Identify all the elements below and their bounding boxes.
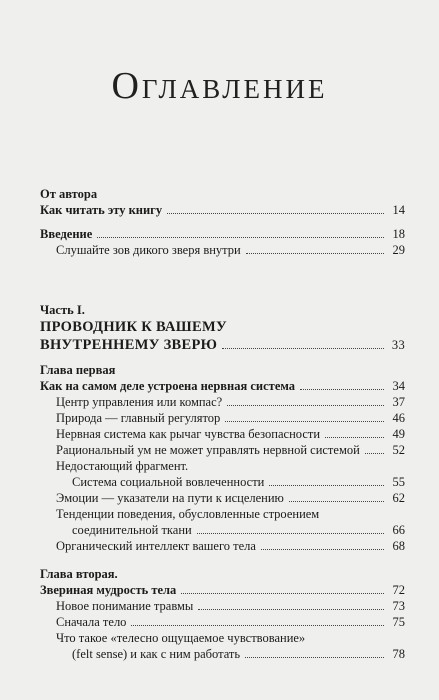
- toc-entry-label: Эмоции — указатели на пути к исцелению: [56, 491, 284, 505]
- toc-entry-page: 33: [391, 338, 405, 352]
- toc-entry-label: Рациональный ум не может управлять нервной системой: [56, 443, 360, 457]
- toc-entry-page: 14: [392, 203, 405, 217]
- toc-entry-label: Как на самом деле устроена нервная система: [40, 379, 296, 393]
- leader-dots: [97, 237, 384, 238]
- toc-entry: [40, 538, 405, 554]
- toc-entry: [40, 426, 405, 442]
- leader-dots: [261, 549, 384, 550]
- leader-dots: [289, 501, 384, 502]
- toc-entry-label: Система социальной вовлеченности: [72, 475, 265, 489]
- toc-entry-page: 66: [392, 523, 405, 537]
- toc-entry-label: Как читать эту книгу: [40, 203, 163, 217]
- toc-entry-label: Недостающий фрагмент.: [56, 459, 189, 473]
- leader-dots: [365, 453, 384, 454]
- toc-entry: [40, 506, 405, 522]
- toc-entry-page: 46: [392, 411, 405, 425]
- leader-dots: [246, 253, 384, 254]
- toc-entry-page: 18: [392, 227, 405, 241]
- toc-entry: [40, 242, 405, 258]
- toc-entry-page: 73: [392, 599, 405, 613]
- leader-dots: [227, 405, 384, 406]
- toc-entry: [40, 442, 405, 458]
- leader-dots: [300, 389, 384, 390]
- toc-entry: [40, 522, 405, 538]
- toc-entry-page: 29: [392, 243, 405, 257]
- toc-entry: [40, 394, 405, 410]
- toc-entry: [40, 582, 405, 598]
- toc-entry-label: Центр управления или компас?: [56, 395, 223, 409]
- toc-entry-label: Новое понимание травмы: [56, 599, 194, 613]
- chapter-label: Глава вторая.: [40, 567, 118, 581]
- toc-block-chapter-one: [40, 362, 405, 554]
- toc-entry-page: 72: [392, 583, 405, 597]
- leader-dots: [225, 421, 384, 422]
- toc-entry: [40, 630, 405, 646]
- part-label: Часть I.: [40, 303, 85, 317]
- toc-block-chapter-two: [40, 566, 405, 662]
- part-title-line: ВНУТРЕННЕМУ ЗВЕРЮ: [40, 337, 218, 353]
- toc-entry-label: Слушайте зов дикого зверя внутри: [56, 243, 241, 257]
- toc-entry-label: (felt sense) и как с ним работать: [72, 647, 241, 661]
- toc-entry: [40, 336, 405, 354]
- toc-block-part-one: [40, 302, 405, 354]
- toc-entry: [40, 614, 405, 630]
- toc-entry-label: Звериная мудрость тела: [40, 583, 177, 597]
- toc-entry-page: 37: [392, 395, 405, 409]
- toc-entry: [40, 566, 405, 582]
- toc-block-intro: [40, 186, 405, 218]
- toc-entry-page: 68: [392, 539, 405, 553]
- leader-dots: [181, 593, 384, 594]
- toc-entry-label: От автора: [40, 187, 98, 201]
- toc-entry-label: Введение: [40, 227, 93, 241]
- toc-entry-label: соединительной ткани: [72, 523, 192, 537]
- leader-dots: [167, 213, 384, 214]
- leader-dots: [269, 485, 384, 486]
- toc-entry-label: Сначала тело: [56, 615, 127, 629]
- toc-entry: [40, 362, 405, 378]
- toc-entry-page: 62: [392, 491, 405, 505]
- toc-entry: [40, 186, 405, 202]
- chapter-label: Глава первая: [40, 363, 116, 377]
- leader-dots: [325, 437, 384, 438]
- toc-entry-page: 75: [392, 615, 405, 629]
- toc-entry: [40, 410, 405, 426]
- toc-entry-page: 34: [392, 379, 405, 393]
- toc-entry: [40, 226, 405, 242]
- toc-entry: [40, 490, 405, 506]
- toc-entry: [40, 646, 405, 662]
- toc-entry-label: Нервная система как рычаг чувства безопасности: [56, 427, 321, 441]
- toc-entry: [40, 302, 405, 318]
- toc-entry-label: Тенденции поведения, обусловленные строением: [56, 507, 320, 521]
- toc-entry-page: 52: [392, 443, 405, 457]
- leader-dots: [197, 533, 384, 534]
- toc-entry-page: 55: [392, 475, 405, 489]
- toc-entry-label: Что такое «телесно ощущаемое чувствование»: [56, 631, 306, 645]
- toc-entry: [40, 378, 405, 394]
- page-title: Оглавление: [111, 65, 328, 107]
- leader-dots: [131, 625, 384, 626]
- leader-dots: [198, 609, 384, 610]
- toc-entry: [40, 318, 405, 336]
- toc-entry-label: Органический интеллект вашего тела: [56, 539, 256, 553]
- part-title-line: ПРОВОДНИК К ВАШЕМУ: [40, 319, 227, 335]
- toc-entry: [40, 458, 405, 474]
- leader-dots: [222, 348, 384, 349]
- toc-entry-page: 49: [392, 427, 405, 441]
- toc-entry-label: Природа — главный регулятор: [56, 411, 221, 425]
- toc-entry-page: 78: [392, 647, 405, 661]
- toc-block-introduction: [40, 226, 405, 258]
- toc-entry: [40, 474, 405, 490]
- leader-dots: [245, 657, 384, 658]
- toc-entry: [40, 598, 405, 614]
- toc-entry: [40, 202, 405, 218]
